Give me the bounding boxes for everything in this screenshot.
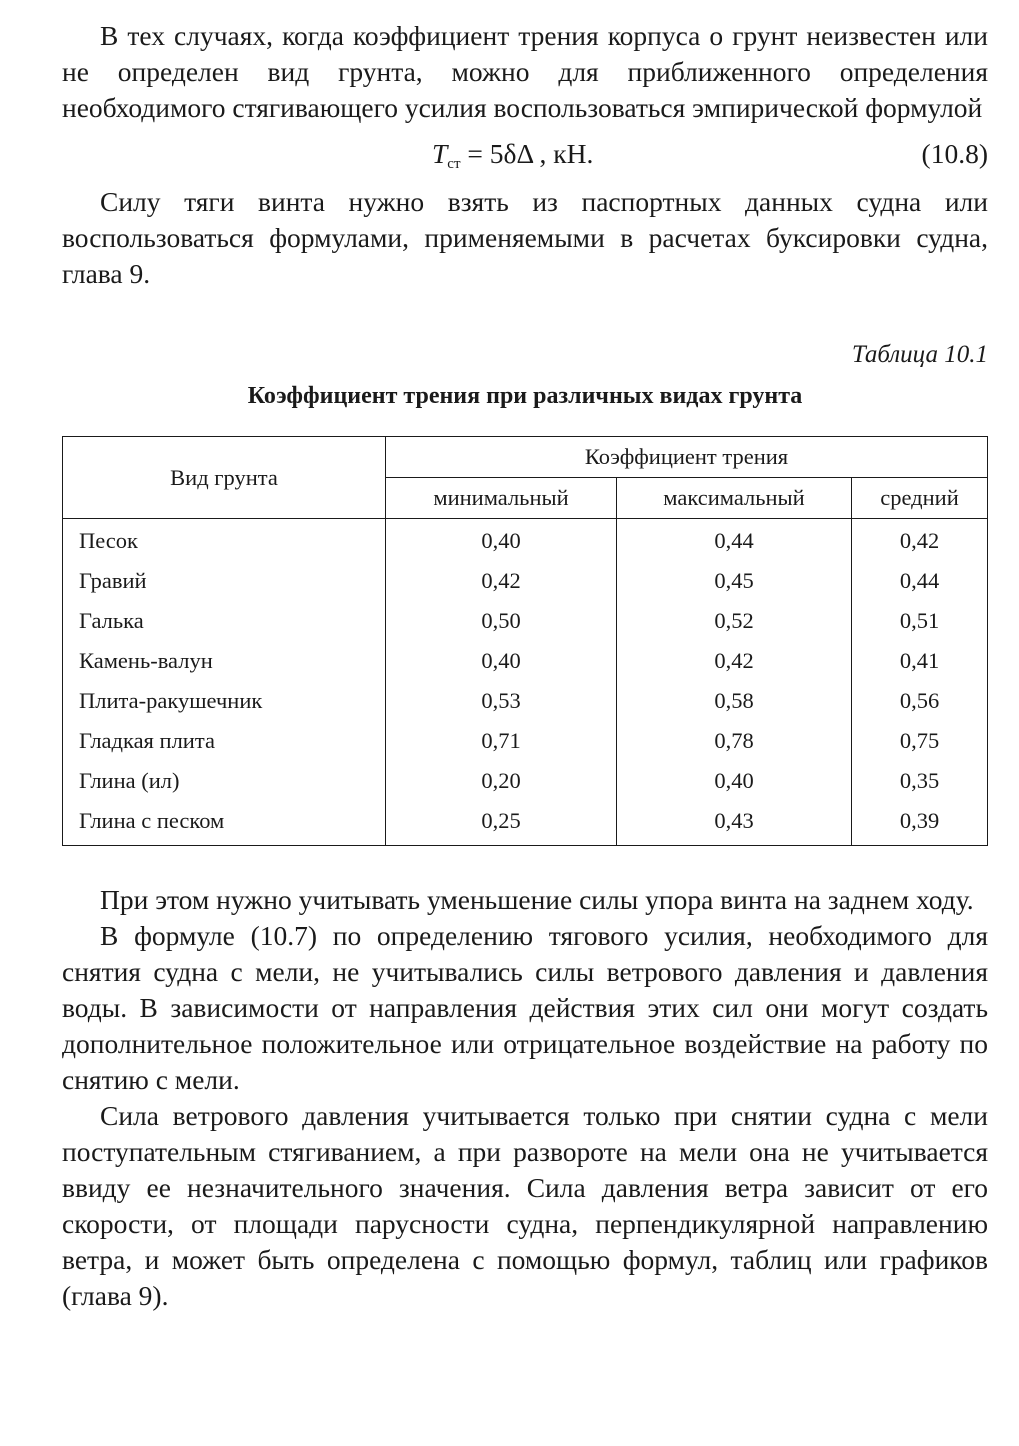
cell-avg: 0,56 [852,681,988,721]
document-page [62,18,988,1314]
cell-soil: Плита-ракушечник [63,681,386,721]
table-row [63,561,988,601]
table-row [63,681,988,721]
table-body [63,519,988,846]
cell-avg: 0,75 [852,721,988,761]
cell-max: 0,43 [617,801,852,846]
cell-soil: Камень-валун [63,641,386,681]
cell-avg: 0,35 [852,761,988,801]
formula-rhs: = 5δΔ , кН. [460,138,594,169]
table-row [63,761,988,801]
cell-min: 0,40 [386,641,617,681]
table-row [63,721,988,761]
cell-min: 0,40 [386,519,617,562]
paragraph-formula-note: В формуле (10.7) по определению тягового усилия, необходимого для снятия судна с мели, не учитывались силы ветрового давления и давления воды. В зависимости от направления действия этих сил они могут создать дополнительное положительное или отрицательное воздействие на работу по снятию с мели. [62,920,988,1095]
cell-soil: Песок [63,519,386,562]
header-soil: Вид грунта [63,437,386,519]
paragraph-thrust: Силу тяги винта нужно взять из паспортных данных судна или воспользоваться формулами, применяемыми в расчетах буксировки судна, глава 9. [62,186,988,289]
cell-min: 0,20 [386,761,617,801]
paragraph-wind-pressure: Сила ветрового давления учитывается только при снятии судна с мели поступательным стягиванием, а при развороте на мели она не учитывается ввиду ее незначительного значения. Сила давления ветра зависит от его скорости, от площади парусности судна, перпендикулярной направлению ветра, и может быть определена с помощью формул, таблиц или графиков (глава 9). [62,1100,988,1311]
cell-min: 0,50 [386,601,617,641]
cell-avg: 0,51 [852,601,988,641]
cell-soil: Гравий [63,561,386,601]
cell-soil: Глина (ил) [63,761,386,801]
formula-row [62,130,988,178]
table-row [63,801,988,846]
cell-max: 0,58 [617,681,852,721]
cell-avg: 0,41 [852,641,988,681]
paragraph-reverse-thrust: При этом нужно учитывать уменьшение силы упора винта на заднем ходу. [100,884,974,915]
cell-max: 0,44 [617,519,852,562]
paragraph-intro: В тех случаях, когда коэффициент трения корпуса о грунт неизвестен или не определен вид грунта, можно для приближенного определения необходимого стягивающего усилия воспользоваться эмпирической формулой [62,20,988,123]
formula [432,136,593,182]
header-max: максимальный [617,478,852,519]
table-label: Таблица 10.1 [851,341,988,368]
cell-max: 0,42 [617,641,852,681]
cell-soil: Галька [63,601,386,641]
cell-max: 0,78 [617,721,852,761]
cell-avg: 0,44 [852,561,988,601]
table-title: Коэффициент трения при различных видах грунта [247,383,803,409]
friction-table [62,436,988,846]
table-row [63,519,988,562]
formula-lhs-subscript: ст [447,156,461,172]
table-row [63,601,988,641]
cell-soil: Глина с песком [63,801,386,846]
cell-max: 0,52 [617,601,852,641]
cell-min: 0,71 [386,721,617,761]
header-avg: средний [852,478,988,519]
cell-soil: Гладкая плита [63,721,386,761]
formula-lhs-symbol: T [432,138,448,169]
cell-avg: 0,39 [852,801,988,846]
formula-number: (10.8) [921,138,988,169]
cell-max: 0,45 [617,561,852,601]
cell-min: 0,25 [386,801,617,846]
cell-max: 0,40 [617,761,852,801]
cell-min: 0,42 [386,561,617,601]
cell-min: 0,53 [386,681,617,721]
header-min: минимальный [386,478,617,519]
header-coef: Коэффициент трения [386,437,988,478]
cell-avg: 0,42 [852,519,988,562]
table-row [63,641,988,681]
